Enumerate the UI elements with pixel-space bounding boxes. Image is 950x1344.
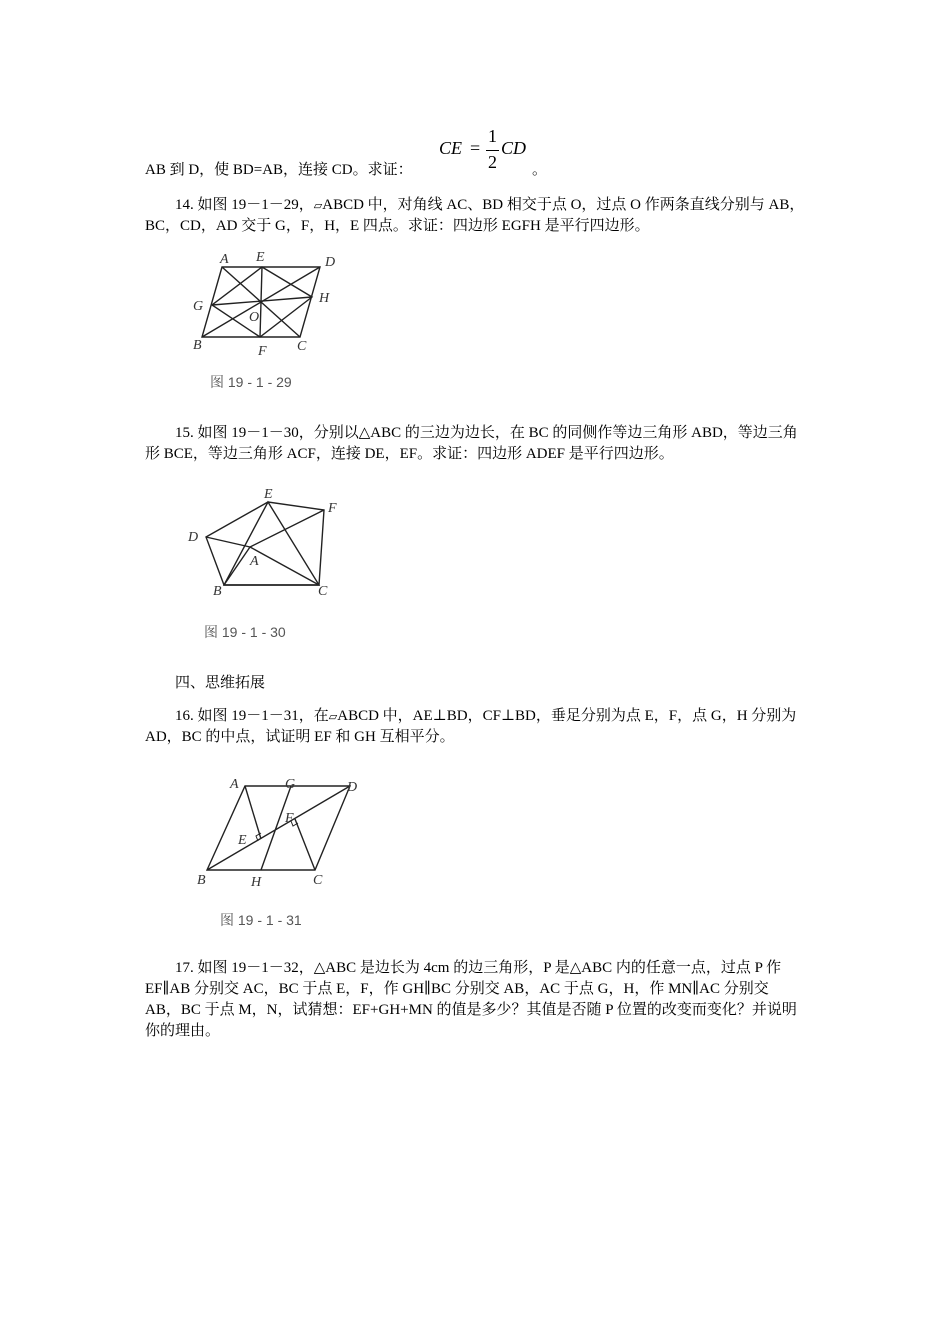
figure-caption: 图 19 - 1 - 29 bbox=[210, 374, 292, 390]
label-c: C bbox=[318, 584, 328, 599]
label-f: F bbox=[258, 344, 267, 359]
label-h: H bbox=[251, 875, 262, 890]
q16-text-after: ABCD 中，AE⊥BD，CF⊥BD，垂足分别为点 E，F，点 G，H 分别为 AD，BC 的中点，试证明 EF 和 GH 互相平分。 bbox=[145, 708, 797, 745]
figure-caption: 图 19 - 1 - 31 bbox=[220, 912, 302, 928]
label-a: A bbox=[230, 777, 239, 792]
formula-lhs: CE bbox=[439, 138, 463, 158]
section-title: 四、思维拓展 bbox=[175, 675, 266, 691]
formula-numerator: 1 bbox=[488, 126, 497, 146]
label-f: F bbox=[328, 501, 337, 516]
label-b: B bbox=[193, 338, 202, 353]
label-g: G bbox=[193, 299, 204, 314]
diagonal-bd bbox=[207, 786, 350, 870]
label-d: D bbox=[325, 255, 336, 270]
parallelogram-icon: ▱ bbox=[328, 710, 338, 723]
segment-gh bbox=[261, 786, 291, 870]
formula-denominator: 2 bbox=[488, 152, 497, 172]
figure-19-1-29 bbox=[180, 245, 360, 395]
q14-text bbox=[145, 195, 805, 237]
figure-19-1-31 bbox=[185, 770, 375, 935]
label-b: B bbox=[213, 584, 222, 599]
label-o: O bbox=[249, 310, 260, 325]
label-a: A bbox=[250, 554, 259, 569]
q13-text: AB 到 D，使 BD=AB，连接 CD。求证： bbox=[145, 162, 413, 178]
q16-text bbox=[145, 706, 805, 748]
q16-text-before: 16. 如图 19－1－31，在 bbox=[175, 708, 329, 724]
label-e: E bbox=[264, 487, 273, 502]
line-ef bbox=[260, 267, 262, 337]
outer-pentagon bbox=[206, 502, 324, 585]
parallelogram-icon: ▱ bbox=[313, 199, 323, 212]
perpendicular-ae bbox=[245, 786, 261, 839]
formula-ce-half-cd bbox=[439, 124, 535, 176]
label-d: D bbox=[188, 530, 199, 545]
label-a: A bbox=[220, 252, 229, 267]
label-e: E bbox=[256, 250, 265, 265]
q13-end: 。 bbox=[532, 162, 548, 178]
perpendicular-cf bbox=[295, 819, 315, 870]
q15-text: 15. 如图 19－1－30，分别以△ABC 的三边为边长，在 BC 的同侧作等边三角形 ABD，等边三角形 BCE，等边三角形 ACF，连接 DE，EF。求证：四边形 ADEF 是平行四边形。 bbox=[145, 425, 798, 462]
formula-rhs: CD bbox=[501, 138, 527, 158]
label-c: C bbox=[297, 339, 307, 354]
segment-ba bbox=[224, 547, 250, 585]
segment-ac bbox=[250, 547, 319, 585]
label-d: D bbox=[347, 780, 358, 795]
figure-19-1-30 bbox=[180, 482, 360, 647]
q14-text-before: 14. 如图 19－1－29， bbox=[175, 197, 314, 213]
label-c: C bbox=[313, 873, 323, 888]
q14-text-after: ABCD 中，对角线 AC、BD 相交于点 O，过点 O 作两条直线分别与 AB，BC，CD，AD 交于 G，F，H，E 四点。求证：四边形 EGFH 是平行四边形。 bbox=[145, 197, 805, 234]
triangle-bce bbox=[224, 502, 319, 585]
formula-equals: = bbox=[470, 138, 481, 158]
label-f: F bbox=[285, 811, 294, 826]
label-e: E bbox=[238, 833, 247, 848]
q17-text: 17. 如图 19－1－32，△ABC 是边长为 4cm 的边三角形，P 是△ABC 内的任意一点，过点 P 作 EF∥AB 分别交 AC，BC 于点 E，F，作 GH∥BC 分别交 AB，AC 于点 G，H，作 MN∥AC 分别交 AB，BC 于点 M，N，试猜想：EF+GH+MN 的值是多少？其值是否随 P 位置的改变而变化？并说明你的理由。 bbox=[145, 960, 797, 1039]
label-g: G bbox=[285, 777, 296, 792]
label-b: B bbox=[197, 873, 206, 888]
fraction-bar bbox=[486, 150, 499, 151]
figure-caption: 图 19 - 1 - 30 bbox=[204, 624, 286, 640]
segment-ad bbox=[206, 537, 250, 547]
label-h: H bbox=[319, 291, 330, 306]
